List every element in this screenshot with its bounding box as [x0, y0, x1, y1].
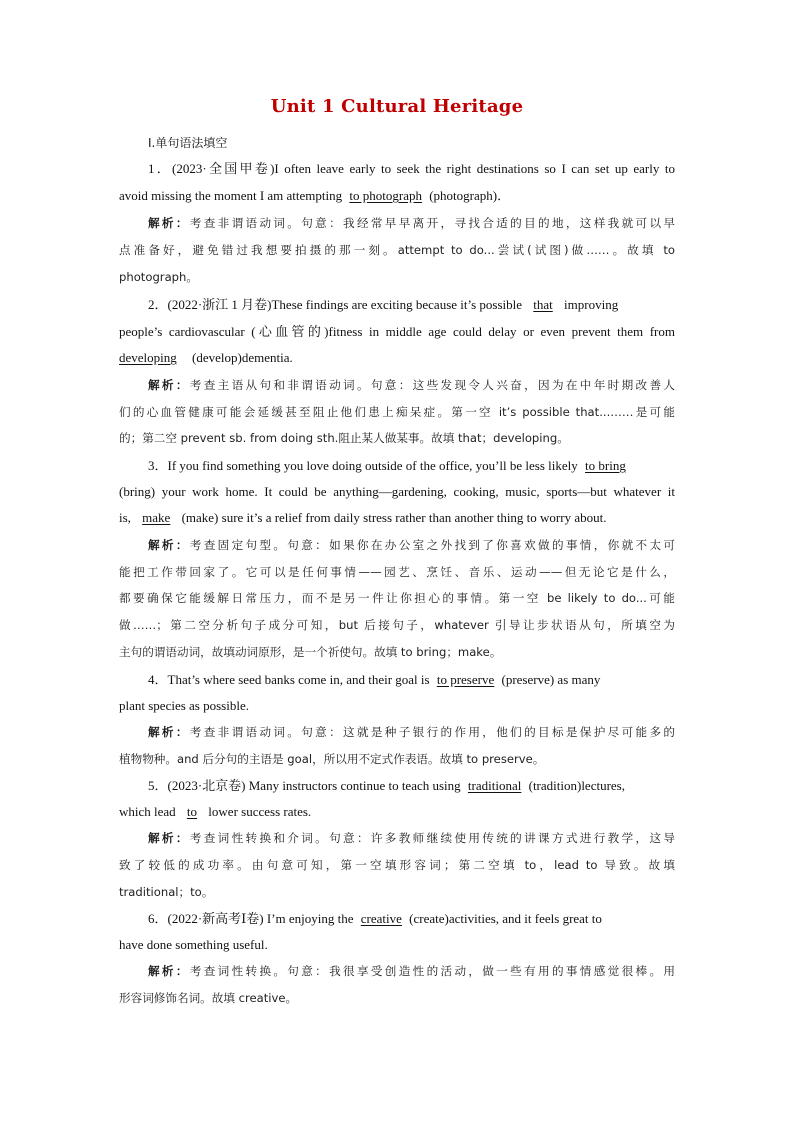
- q3-answer-1: to bring: [585, 458, 626, 473]
- q2-analysis-1: [148, 376, 675, 394]
- analysis-text: 考查非谓语动词。句意：这就是种子银行的作用，他们的目标是保护尽可能多的: [189, 725, 675, 739]
- q6-text: 6．(2022·新高考Ⅰ卷) I’m enjoying the: [148, 911, 354, 926]
- q6-analysis-1: [148, 962, 675, 980]
- q2-analysis-3: 的；第二空 prevent sb. from doing sth.阻止某人做某事。故填 that；developing。: [119, 431, 569, 445]
- q5-answer-2: to: [186, 804, 198, 819]
- q2-text: 2．(2022·浙江 1 月卷)These findings are exciting because it’s possible: [148, 297, 523, 312]
- analysis-label: 解析：: [148, 538, 190, 552]
- q1-text: (photograph)．: [429, 188, 511, 203]
- q2-answer-2: developing: [119, 350, 177, 365]
- q5-text: 5．(2023·北京卷) Many instructors continue to teach using: [148, 778, 461, 793]
- q6-text: (create)activities, and it feels great to: [409, 911, 602, 926]
- q2-analysis-2: 们的心血管健康可能会延缓甚至阻止他们患上痴呆症。第一空 it’s possible that...……是可能: [119, 405, 675, 419]
- q5-text: (tradition)lectures,: [528, 778, 625, 793]
- q3-line-2: (bring) your work home. It could be anything—gardening, cooking, music, sports—but whatever it: [119, 484, 675, 499]
- q5-text: lower success rates.: [208, 804, 312, 819]
- analysis-label: 解析：: [148, 378, 190, 392]
- q5-line-2: [119, 803, 675, 821]
- q3-text: (make) sure it’s a relief from daily stress rather than another thing to worry about.: [181, 510, 607, 525]
- q5-text: which lead: [119, 804, 176, 819]
- q6-answer-1: creative: [360, 911, 402, 926]
- q4-analysis-1: [148, 723, 675, 741]
- q2-line-2: people’s cardiovascular (心血管的)fitness in middle age could delay or even prevent them from: [119, 324, 675, 339]
- q3-line-1: [148, 457, 675, 475]
- q1-answer-1: to photograph: [349, 188, 422, 203]
- q3-text: is,: [119, 510, 131, 525]
- q1-text: avoid missing the moment I am attempting: [119, 188, 343, 203]
- q2-text: (develop)dementia.: [192, 350, 293, 365]
- analysis-text: 考查非谓语动词。句意：我经常早早离开，寻找合适的目的地，这样我就可以早: [189, 216, 675, 230]
- q4-line-1: [148, 671, 675, 689]
- q6-line-2: have done something useful.: [119, 937, 268, 952]
- analysis-text: 考查固定句型。句意：如果你在办公室之外找到了你喜欢做的事情，你就不太可: [189, 538, 675, 552]
- q2-answer-1: that: [533, 297, 553, 312]
- page-title: Unit 1 Cultural Heritage: [270, 96, 524, 117]
- q5-line-1: [148, 777, 675, 795]
- q2-text: improving: [564, 297, 619, 312]
- q3-analysis-1: [148, 536, 675, 554]
- q3-line-3: [119, 509, 675, 527]
- q3-analysis-3: 都要确保它能缓解日常压力，而不是另一件让你担心的事情。第一空 be likely to do...可能: [119, 591, 675, 605]
- q1-analysis-1: [148, 214, 675, 232]
- q4-text: (preserve) as many: [501, 672, 601, 687]
- q3-text: 3．If you find something you love doing outside of the office, you’ll be less likely: [148, 458, 578, 473]
- analysis-text: 考查词性转换和介词。句意：许多教师继续使用传统的讲课方式进行教学，这导: [189, 831, 675, 845]
- analysis-text: 考查主语从句和非谓语动词。句意：这些发现令人兴奋，因为在中年时期改善人: [189, 378, 675, 392]
- q3-analysis-5: 主句的谓语动词，故填动词原形，是一个祈使句。故填 to bring；make。: [119, 645, 502, 659]
- q2-line-1: [148, 296, 675, 314]
- q1-analysis-2: 点准备好，避免错过我想要拍摄的那一刻。attempt to do...尝试(试图)做……。故填 to: [119, 243, 675, 257]
- analysis-label: 解析：: [148, 831, 190, 845]
- q3-answer-2: make: [142, 510, 171, 525]
- analysis-label: 解析：: [148, 964, 190, 978]
- q5-analysis-1: [148, 829, 675, 847]
- q4-line-2: plant species as possible.: [119, 698, 249, 713]
- analysis-text: 考查词性转换。句意：我很享受创造性的活动，做一些有用的事情感觉很棒。用: [189, 964, 675, 978]
- q3-analysis-2: 能把工作带回家了。它可以是任何事情——园艺、烹饪、音乐、运动——但无论它是什么，: [119, 565, 675, 579]
- q5-analysis-2: 致了较低的成功率。由句意可知，第一空填形容词；第二空填 to，lead to 导致。故填: [119, 858, 675, 872]
- q2-line-3: [119, 349, 675, 367]
- q1-line-2: [119, 187, 675, 205]
- q4-answer-1: to preserve: [436, 672, 495, 687]
- q6-analysis-2: 形容词修饰名词。故填 creative。: [119, 991, 298, 1005]
- q1-analysis-3: photograph。: [119, 270, 198, 284]
- q4-analysis-2: 植物物种。and 后分句的主语是 goal，所以用不定式作表语。故填 to preserve。: [119, 752, 545, 766]
- q4-text: 4．That’s where seed banks come in, and their goal is: [148, 672, 430, 687]
- q3-analysis-4: 做……；第二空分析句子成分可知，but 后接句子，whatever 引导让步状语从句，所填空为: [119, 618, 675, 632]
- q5-answer-1: traditional: [467, 778, 522, 793]
- q6-line-1: [148, 910, 675, 928]
- q1-line-1: 1．(2023·全国甲卷)I often leave early to seek the right destinations so I can set up early to: [148, 161, 675, 176]
- analysis-label: 解析：: [148, 216, 190, 230]
- section-heading: Ⅰ.单句语法填空: [148, 136, 228, 150]
- analysis-label: 解析：: [148, 725, 190, 739]
- q5-analysis-3: traditional；to。: [119, 885, 214, 899]
